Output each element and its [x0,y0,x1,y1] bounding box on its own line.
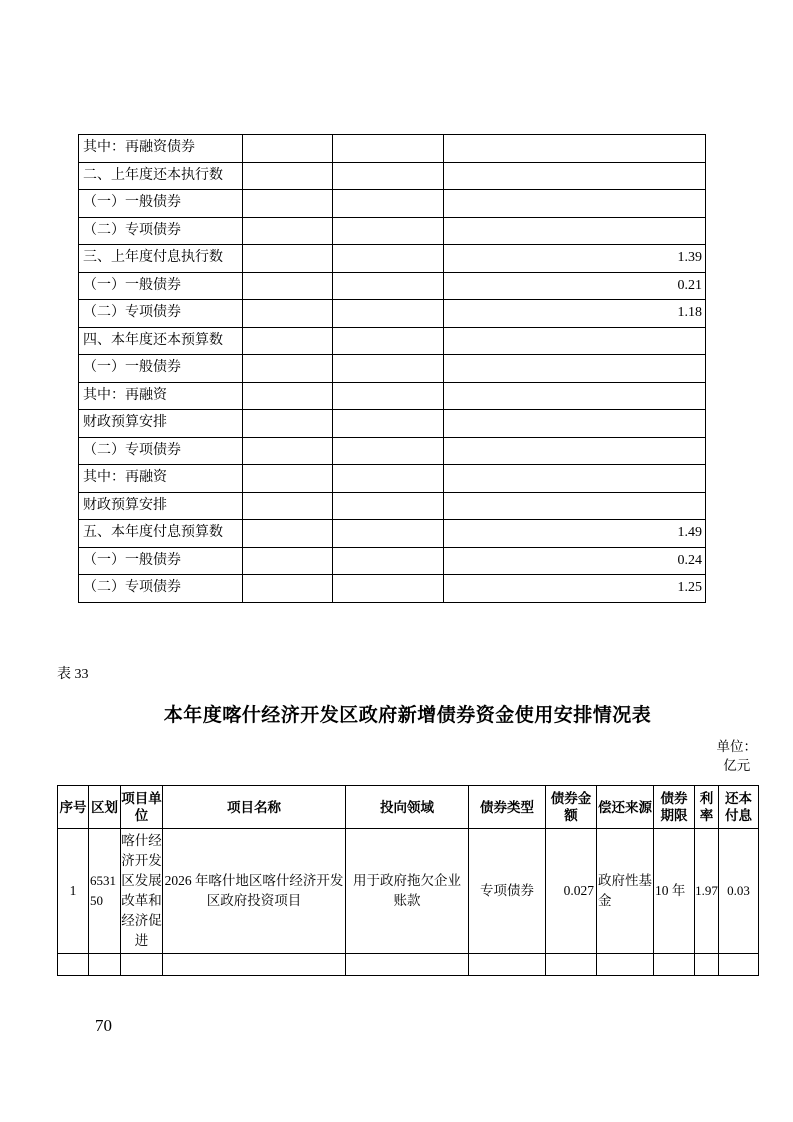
table-row [79,300,706,328]
cell-rate: 1.97 [695,829,719,954]
empty-cell [597,954,654,976]
empty-cell [333,327,444,355]
table-row [79,437,706,465]
col-header-amount: 债券金额 [546,786,597,829]
empty-cell [695,954,719,976]
cell-repay-source: 政府性基金 [597,829,654,954]
table-row [58,829,759,954]
empty-cell [333,465,444,493]
empty-cell [333,410,444,438]
empty-cell [333,492,444,520]
table-row [79,492,706,520]
table-row [79,575,706,603]
empty-cell [243,382,333,410]
row-label: 四、本年度还本预算数 [79,327,243,355]
empty-cell [469,954,546,976]
col-header-field: 投向领域 [346,786,469,829]
empty-cell [333,300,444,328]
unit-note [717,737,758,775]
table-row [79,547,706,575]
table-row [79,135,706,163]
empty-cell [243,492,333,520]
empty-cell [243,410,333,438]
table-row [79,217,706,245]
unit-note-line2: 亿元 [723,758,751,773]
empty-cell [654,954,695,976]
unit-note-line1: 单位： [716,739,757,754]
empty-cell [243,327,333,355]
empty-cell [546,954,597,976]
cell-unit: 喀什经济开发区发展改革和经济促进 [121,829,163,954]
table-row [79,410,706,438]
cell-region: 653150 [89,829,121,954]
row-label: 其中：再融资债券 [79,135,243,163]
col-header-project: 项目名称 [163,786,346,829]
col-header-rate: 利率 [695,786,719,829]
empty-cell [243,437,333,465]
row-label: （二）专项债券 [79,575,243,603]
empty-cell [719,954,759,976]
cell-project: 2026 年喀什地区喀什经济开发区政府投资项目 [163,829,346,954]
row-value [444,437,706,465]
table-row [79,245,706,273]
table-row [79,382,706,410]
empty-cell [243,465,333,493]
row-label: 其中：再融资 [79,465,243,493]
row-label: （一）一般债券 [79,547,243,575]
empty-cell [243,190,333,218]
table-title: 本年度喀什经济开发区政府新增债券资金使用安排情况表 [163,705,652,726]
empty-cell [243,272,333,300]
row-label: 二、上年度还本执行数 [79,162,243,190]
table-row [79,327,706,355]
row-value: 1.18 [444,300,706,328]
row-label: 三、上年度付息执行数 [79,245,243,273]
row-label: （二）专项债券 [79,217,243,245]
col-header-debt-service: 还本付息 [719,786,759,829]
empty-cell [333,245,444,273]
empty-cell [333,190,444,218]
col-header-region: 区划 [89,786,121,829]
row-value [444,492,706,520]
row-value: 0.21 [444,272,706,300]
empty-cell [243,217,333,245]
row-value: 1.25 [444,575,706,603]
empty-row [58,954,759,976]
empty-cell [333,575,444,603]
empty-cell [121,954,163,976]
header-row [58,786,759,829]
row-value [444,217,706,245]
empty-cell [163,954,346,976]
row-value [444,327,706,355]
row-label: 财政预算安排 [79,492,243,520]
table-row [79,355,706,383]
empty-cell [243,355,333,383]
empty-cell [333,437,444,465]
col-header-term: 债券期限 [654,786,695,829]
empty-cell [333,382,444,410]
empty-cell [89,954,121,976]
row-label: 财政预算安排 [79,410,243,438]
row-value [444,410,706,438]
empty-cell [243,547,333,575]
col-header-bond-type: 债券类型 [469,786,546,829]
empty-cell [243,520,333,548]
row-label: （一）一般债券 [79,355,243,383]
empty-cell [243,162,333,190]
row-value [444,162,706,190]
empty-cell [333,355,444,383]
col-header-unit: 项目单位 [121,786,163,829]
empty-cell [243,245,333,273]
row-label: （一）一般债券 [79,272,243,300]
empty-cell [243,300,333,328]
row-value [444,135,706,163]
row-value: 1.49 [444,520,706,548]
row-label: 五、本年度付息预算数 [79,520,243,548]
cell-seq: 1 [58,829,89,954]
empty-cell [346,954,469,976]
page-number: 70 [95,1016,112,1035]
empty-cell [243,575,333,603]
row-value: 1.39 [444,245,706,273]
cell-amount: 0.027 [546,829,597,954]
row-value [444,465,706,493]
table-row [79,272,706,300]
empty-cell [243,135,333,163]
row-label: （二）专项债券 [79,300,243,328]
table-row [79,465,706,493]
table-row [79,190,706,218]
empty-cell [333,162,444,190]
cell-debt-service: 0.03 [719,829,759,954]
empty-cell [58,954,89,976]
table-number-tag: 表 33 [57,667,89,682]
row-label: （一）一般债券 [79,190,243,218]
row-value [444,355,706,383]
row-value: 0.24 [444,547,706,575]
row-value [444,190,706,218]
table-row [79,162,706,190]
empty-cell [333,272,444,300]
empty-cell [333,547,444,575]
row-value [444,382,706,410]
new-bond-usage-table [57,785,759,976]
bond-balance-table [78,134,706,603]
col-header-seq: 序号 [58,786,89,829]
empty-cell [333,520,444,548]
row-label: 其中：再融资 [79,382,243,410]
empty-cell [333,217,444,245]
table-row [79,520,706,548]
cell-bond-type: 专项债券 [469,829,546,954]
empty-cell [333,135,444,163]
col-header-repay-source: 偿还来源 [597,786,654,829]
row-label: （二）专项债券 [79,437,243,465]
cell-term: 10 年 [654,829,695,954]
cell-field: 用于政府拖欠企业账款 [346,829,469,954]
